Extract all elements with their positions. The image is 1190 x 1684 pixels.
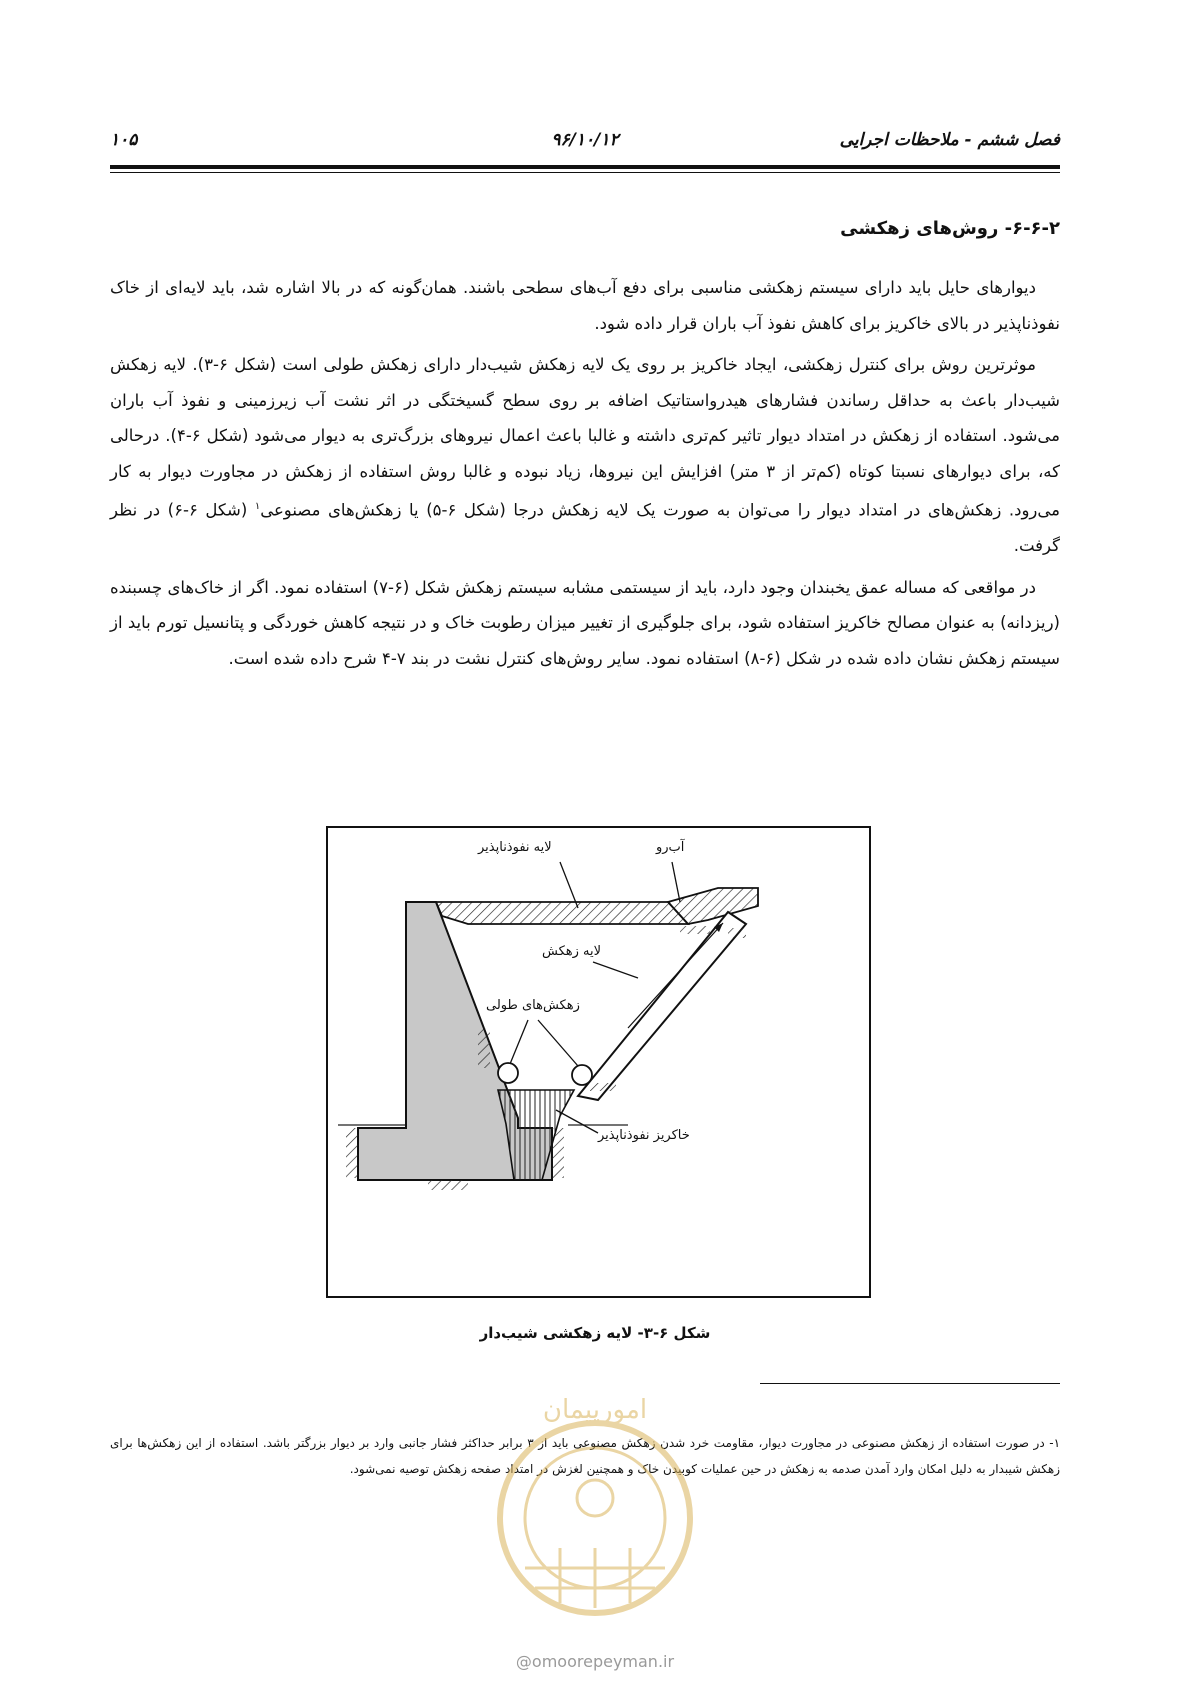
footnote-ref: ۱ — [254, 501, 261, 512]
page-header — [110, 126, 1060, 156]
footnote: ۱- در صورت استفاده از زهکش مصنوعی در مجاورت دیوار، مقاومت خرد شدن زهکش مصنوعی باید از ۳ برابر حداکثر فشار جانبی وارد بر دیوار بزرگتر باشد. استفاده از این زهکش‌ها برای زهکش شیبدار به دلیل امکان وارد آمدن صدمه به زهکش در حین عملیات کوبیدن خاک و همچنین لغزش در امتداد صفحه زهکش توصیه نمی‌شود. — [110, 1436, 1061, 1476]
leader-impermeable-layer — [560, 862, 578, 908]
page-number: ۱۰۵ — [110, 130, 138, 150]
header-rule-thin — [110, 172, 1060, 173]
impermeable-layer-shape — [436, 902, 688, 924]
soil-hatch-top — [680, 926, 710, 934]
paragraph-3: در مواقعی که مساله عمق یخبندان وجود دارد، باید از سیستمی مشابه سیستم زهکش شکل (۶-۷) استفاده نمود. اگر از خاک‌های چسبنده (ریزدانه) به عنوان مصالح خاکریز استفاده شود، برای جلوگیری از تغییر میزان رطوبت خاک و در نتیجه کاهش خوردگی و پتانسیل تورم باید از سیستم زهکش نشان داده شده در شکل (۶-۸) استفاده نمود. سایر روش‌های کنترل نشت در بند ۷-۴ شرح داده شده است. — [110, 577, 1060, 668]
label-drain-layer: لایه زهکش — [542, 944, 602, 959]
paragraph-2 — [110, 347, 1060, 564]
leader-drain-2 — [538, 1020, 578, 1066]
paragraph-1: دیوارهای حایل باید دارای سیستم زهکشی مناسبی برای دفع آب‌های سطحی باشند. همان‌گونه که در بالا اشاره شد، باید لایه‌ای از خاک نفوذناپذیر در بالای خاکریز برای کاهش نفوذ آب باران قرار داده شود. — [110, 278, 1060, 333]
leader-water-channel — [672, 862, 680, 902]
leader-drain-1 — [510, 1020, 528, 1064]
paragraph-2-text: موثرترین روش برای کنترل زهکشی، ایجاد خاکریز بر روی یک لایه زهکش شیب‌دار دارای زهکش طولی است (شکل ۶-۳). لایه زهکش شیب‌دار باعث به حداقل رساندن فشارهای هیدرواستاتیک اضافه بر روی سطح گسیختگی در اثر نشت آب زیرزمینی و نفوذ آب باران می‌شود. استفاده از زهکش در امتداد دیوار تاثیر کم‌تری داشته و غالبا باعث اعمال نیروهای بزرگ‌تری به دیوار می‌شود (شکل ۶-۴). درحالی که، برای دیوارهای نسبتا کوتاه (کم‌تر از ۳ متر) افزایش این نیروها، زیاد نبوده و غالبا روش استفاده از زهکش در مجاورت دیوار به کار می‌رود. زهکش‌های در امتداد دیوار را می‌توان به صورت یک لایه زهکش درجا (شکل ۶-۵) یا زهکش‌های مصنوعی — [110, 355, 1061, 520]
figure-caption: شکل ۶-۳- لایه زهکشی شیب‌دار — [479, 1324, 711, 1342]
longitudinal-drain-1 — [498, 1063, 518, 1083]
longitudinal-drain-2 — [572, 1065, 592, 1085]
drain-layer-shape — [578, 912, 746, 1100]
soil-hatch-drain-base — [590, 1083, 616, 1091]
label-impermeable-backfill: خاکریز نفوذناپذیر — [598, 1128, 690, 1143]
soil-hatch-left — [346, 1128, 358, 1178]
watermark-site: @omoorepeyman.ir — [515, 1652, 675, 1671]
header-date: ۹۶/۱۰/۱۲ — [551, 130, 619, 150]
figure-sloped-drain — [326, 826, 871, 1298]
footnote-rule — [760, 1383, 1060, 1384]
header-rule-thick — [110, 165, 1060, 169]
soil-hatch-bottom — [428, 1180, 468, 1190]
label-impermeable-layer: لایه نفوذناپذیر — [478, 840, 552, 855]
retaining-wall-diagram — [328, 828, 873, 1300]
soil-hatch-drain-top — [728, 928, 746, 938]
label-water-channel: آب‌رو — [656, 840, 685, 855]
leader-drain-layer — [593, 962, 638, 978]
drain-flow-arrow-1 — [628, 923, 723, 1028]
soil-hatch-wall-back — [478, 1028, 490, 1068]
body-text — [110, 270, 1060, 682]
watermark-logo — [480, 1378, 710, 1628]
svg-text:امورپیمان: امورپیمان — [542, 1395, 648, 1425]
paragraph-2-end: (شکل ۶-۶) در نظر گرفت. — [110, 500, 1060, 555]
chapter-title: فصل ششم - ملاحظات اجرایی — [839, 130, 1060, 150]
section-heading: ۶-۶-۲- روش‌های زهکشی — [840, 218, 1060, 239]
label-longitudinal-drains: زهکش‌های طولی — [486, 998, 580, 1013]
